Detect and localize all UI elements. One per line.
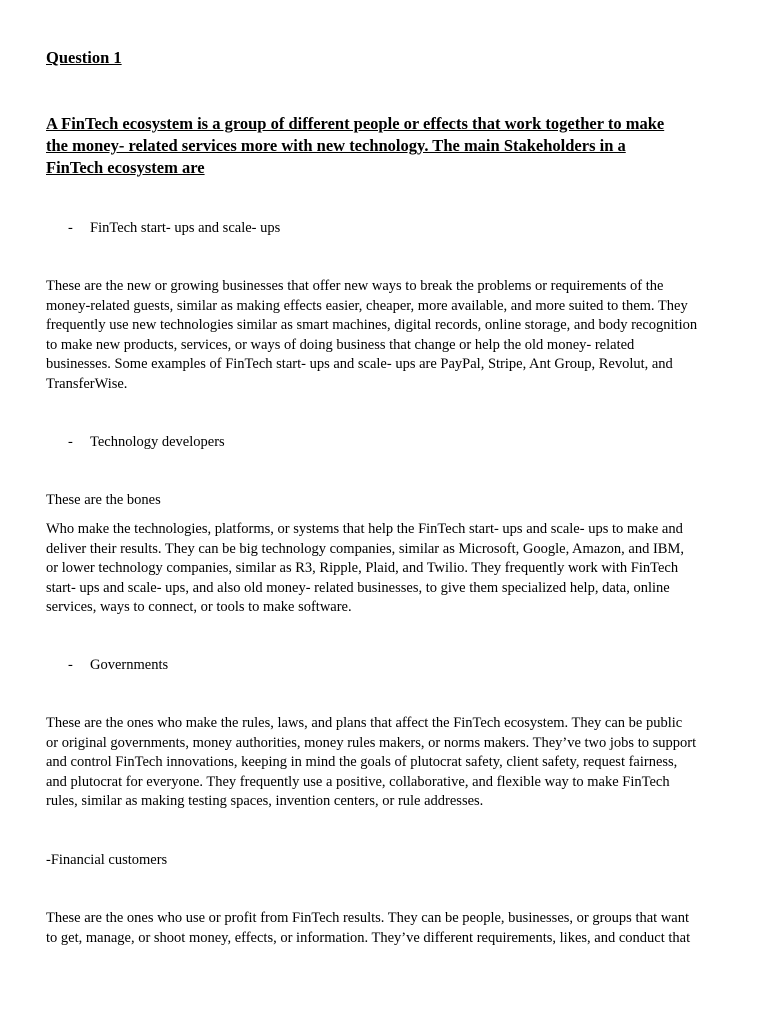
bullet-dash: - — [68, 657, 73, 673]
paragraph-line: Who make the technologies, platforms, or systems that help the FinTech start- ups and scale- ups to make and — [46, 521, 683, 537]
paragraph-financial-customers — [46, 909, 726, 948]
bullet-heading: Governments — [90, 657, 169, 673]
paragraph-line: frequently use new technologies similar as smart machines, digital records, online storage, and body recognition — [46, 317, 698, 333]
paragraph-line: services, ways to connect, or tools to make software. — [46, 599, 352, 615]
paragraph-line: money-related guests, similar as making effects easier, cheaper, more available, and more suited to them. They — [46, 297, 688, 314]
paragraph-line: or original governments, money authorities, money rules makers, or norms makers. They’ve two jobs to support — [46, 734, 697, 751]
heading-financial-customers: -Financial customers — [46, 852, 168, 868]
paragraph-line: businesses. Some examples of FinTech start- ups and scale- ups are PayPal, Stripe, Ant Group, Revolut, and — [46, 356, 673, 372]
paragraph-line: These are the ones who make the rules, laws, and plans that affect the FinTech ecosystem. They can be public — [46, 715, 683, 731]
paragraph-line: deliver their results. They can be big technology companies, similar as Microsoft, Google, Amazon, and IBM, — [46, 540, 684, 557]
paragraph-line: or lower technology companies, similar as R3, Ripple, Plaid, and Twilio. They frequently work with FinTech — [46, 560, 679, 576]
intro-line: the money- related services more with new technology. The main Stakeholders in a — [46, 136, 626, 155]
paragraph-startups — [46, 277, 726, 394]
paragraph-governments — [46, 714, 726, 812]
paragraph-line: to make new products, services, or ways of doing business that change or help the old money- related — [46, 336, 635, 353]
bullet-startups — [68, 218, 280, 238]
intro-heading — [46, 113, 736, 179]
bullet-governments — [68, 655, 168, 675]
paragraph-line: and plutocrat for everyone. They frequently use a positive, collaborative, and flexible way to make FinTech — [46, 773, 670, 790]
paragraph-technology-developers — [46, 520, 726, 618]
paragraph-line: to get, manage, or shoot money, effects, or information. They’ve different requirements, likes, and conduct that — [46, 929, 691, 946]
intro-line: A FinTech ecosystem is a group of different people or effects that work together to make — [46, 114, 665, 133]
paragraph-line: rules, similar as making testing spaces, invention centers, or rule addresses. — [46, 793, 484, 809]
sub-label: These are the bones — [46, 492, 161, 508]
question-title: Question 1 — [46, 48, 122, 67]
bullet-technology-developers — [68, 432, 225, 452]
paragraph-line: TransferWise. — [46, 375, 128, 392]
paragraph-line: start- ups and scale- ups, and also old money- related businesses, to give them specialized help, data, online — [46, 579, 670, 596]
bullet-dash: - — [68, 434, 73, 450]
bullet-heading: FinTech start- ups and scale- ups — [90, 220, 281, 236]
paragraph-line: These are the new or growing businesses that offer new ways to break the problems or requirements of the — [46, 278, 664, 294]
bullet-heading: Technology developers — [90, 434, 225, 450]
intro-line: FinTech ecosystem are — [46, 158, 205, 177]
paragraph-line: These are the ones who use or profit from FinTech results. They can be people, businesses, or groups that want — [46, 910, 689, 926]
bullet-dash: - — [68, 220, 73, 236]
paragraph-line: and control FinTech innovations, keeping in mind the goals of plutocrat safety, client safety, request fairness, — [46, 754, 678, 770]
